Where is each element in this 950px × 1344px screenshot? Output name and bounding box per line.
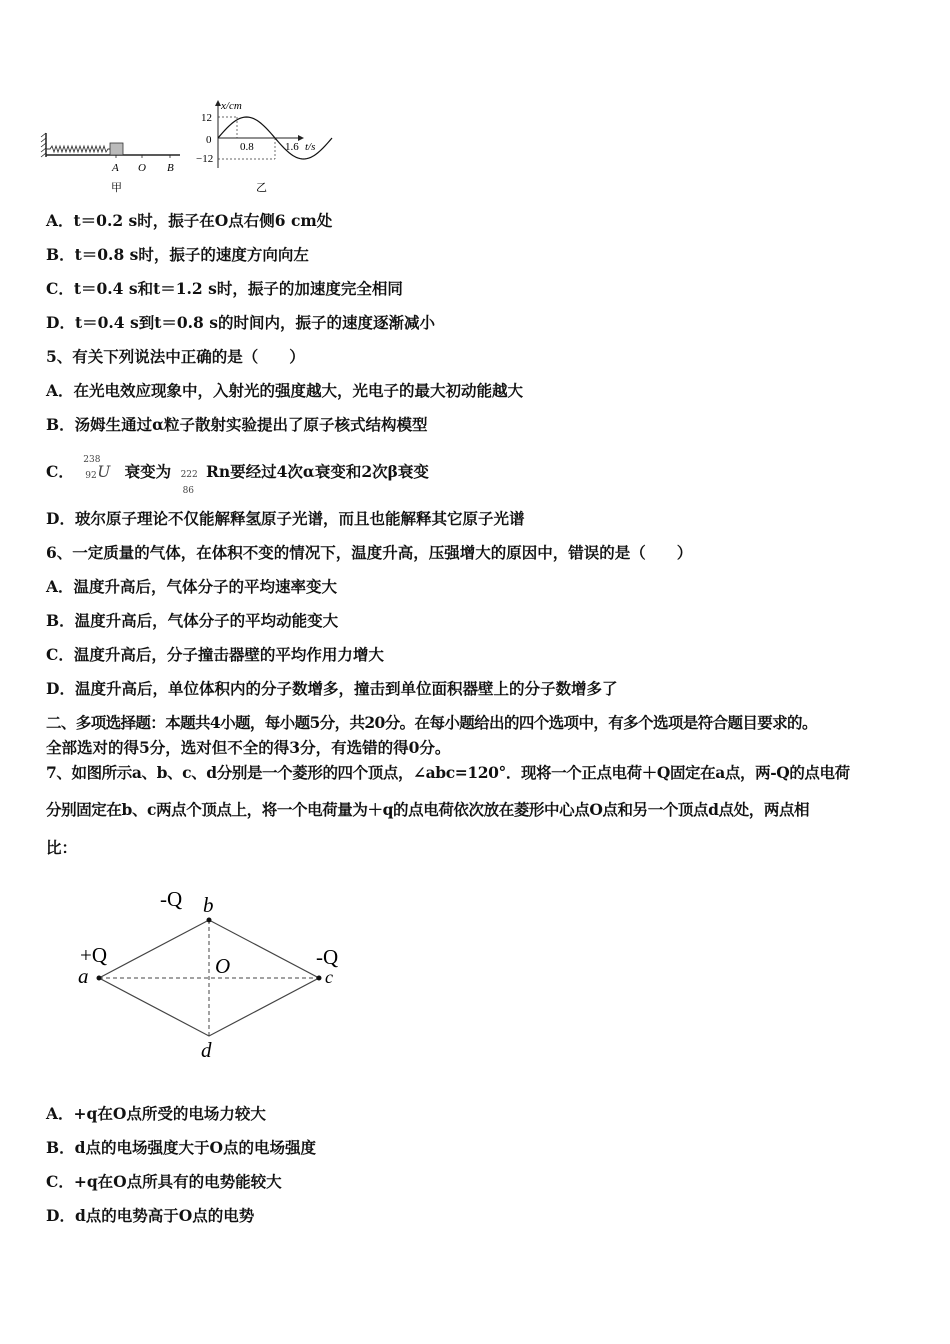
vertex-b-dot <box>207 918 212 923</box>
y-tick-neg12: −12 <box>196 153 214 165</box>
y-tick-12: 12 <box>201 112 212 124</box>
oscillator-block <box>110 143 123 155</box>
y-axis-label: x/cm <box>221 100 242 112</box>
q6-stem: 6、一定质量的气体，在体积不变的情况下，温度升高，压强增大的原因中，错误的是（ ） <box>46 543 693 562</box>
label-O: O <box>215 954 231 978</box>
q7-option-c: C．+q在O点所具有的电势能较大 <box>46 1172 282 1191</box>
spring-oscillator-figure <box>40 125 190 195</box>
rn-mass-number: 222 <box>180 470 198 480</box>
q6-option-c: C．温度升高后，分子撞击器壁的平均作用力增大 <box>46 645 384 664</box>
label-b: b <box>203 893 214 917</box>
section2-line2: 全部选对的得5分，选对但不全的得3分，有选错的得0分。 <box>46 738 451 757</box>
spring <box>46 146 110 152</box>
q5-stem: 5、有关下列说法中正确的是（ ） <box>46 347 305 366</box>
q4-option-d: D．t＝0.4 s到t＝0.8 s的时间内，振子的速度逐渐减小 <box>46 313 435 332</box>
q7-option-a: A．+q在O点所受的电场力较大 <box>46 1104 266 1123</box>
label-O: O <box>138 162 146 174</box>
x-axis-label: t/s <box>305 141 316 153</box>
vertex-a-dot <box>97 976 102 981</box>
label-A: A <box>112 162 119 174</box>
xt-graph-figure <box>193 98 333 196</box>
q6-option-b: B．温度升高后，气体分子的平均动能变大 <box>46 611 339 630</box>
charge-a: +Q <box>80 943 108 967</box>
q5-c-prefix: C． <box>46 462 74 481</box>
q5-option-b: B．汤姆生通过α粒子散射实验提出了原子核式结构模型 <box>46 415 428 434</box>
x-tick-1.6: 1.6 <box>285 141 299 153</box>
x-tick-0.8: 0.8 <box>240 141 254 153</box>
q6-option-d: D．温度升高后，单位体积内的分子数增多，撞击到单位面积器壁上的分子数增多了 <box>46 679 618 698</box>
q5-c-suffix: Rn要经过4次α衰变和2次β衰变 <box>205 462 429 481</box>
rhombus-charge-diagram <box>70 880 370 1070</box>
q6-option-a: A．温度升高后，气体分子的平均速率变大 <box>46 577 338 596</box>
label-d: d <box>201 1038 212 1062</box>
charge-b: -Q <box>160 887 183 911</box>
q7-option-b: B．d点的电场强度大于O点的电场强度 <box>46 1138 316 1157</box>
q4-option-a: A．t＝0.2 s时，振子在O点右侧6 cm处 <box>46 211 333 230</box>
q7-stem-line3: 比： <box>46 838 78 857</box>
caption-yi: 乙 <box>256 182 267 194</box>
q5-c-mid: 衰变为 <box>124 462 172 481</box>
rn-atomic-number: 86 <box>182 486 195 496</box>
y-tick-0: 0 <box>206 134 212 146</box>
label-c: c <box>325 967 333 987</box>
q5-option-d: D．玻尔原子理论不仅能解释氢原子光谱，而且也能解释其它原子光谱 <box>46 509 525 528</box>
q4-option-c: C．t＝0.4 s和t＝1.2 s时，振子的加速度完全相同 <box>46 279 403 298</box>
q5-option-a: A．在光电效应现象中，入射光的强度越大，光电子的最大初动能越大 <box>46 381 524 400</box>
vertex-c-dot <box>317 976 322 981</box>
q7-option-d: D．d点的电势高于O点的电势 <box>46 1206 255 1225</box>
q7-stem-line1: 7、如图所示a、b、c、d分别是一个菱形的四个顶点，∠abc=120°．现将一个正点电荷＋Q固定在a点，两-Q的点电荷 <box>46 763 850 782</box>
charge-c: -Q <box>316 945 339 969</box>
uranium-238-symbol <box>83 455 111 482</box>
q7-stem-line2: 分别固定在b、c两点个顶点上，将一个电荷量为＋q的点电荷依次放在菱形中心点O点和另一个顶点d点处，两点相 <box>46 800 810 819</box>
u-atomic-number: 92 <box>85 471 97 481</box>
q5-option-c <box>46 455 429 496</box>
u-mass-number: 238 <box>83 455 101 465</box>
label-B: B <box>167 162 174 174</box>
caption-jia: 甲 <box>111 182 122 194</box>
section2-line1: 二、多项选择题：本题共4小题，每小题5分，共20分。在每小题给出的四个选项中，有多个选项是符合题目要求的。 <box>46 713 817 732</box>
label-a: a <box>78 964 89 988</box>
u-letter: U <box>97 463 111 481</box>
q4-option-b: B．t＝0.8 s时，振子的速度方向向左 <box>46 245 309 264</box>
